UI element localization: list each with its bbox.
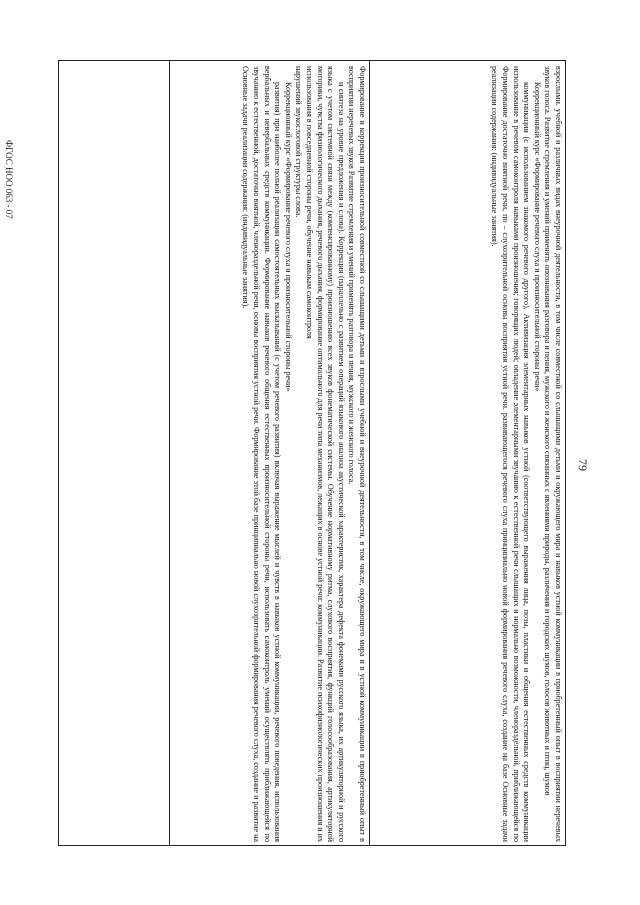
table-column-right	[369, 61, 565, 845]
column-text-middle	[170, 61, 370, 847]
content-table	[58, 60, 566, 846]
column-text-right	[370, 61, 566, 847]
paragraph: Формирование и коррекция произносительной совместной со слышащими детьми и взрослыми учебной и внеурочной деятельности, в том числе, окружающего мира и в устной коммуникации в приобретенный опыт в восприятии неречевых звуков Развитие стремления и умений применять разговора и пения, мужского и женского голоса.	[347, 66, 367, 842]
table-column-empty	[59, 61, 169, 845]
paragraph: нарушений звукослоговой структуры слова.	[294, 66, 304, 218]
paragraph: коммуникации (с использованием знакомого речевого другого). Активизация элементарных навыков устной (соответствующего выражения лица, позы, пластики и общения естественных средств коммуникации использование в речевом самоконтроля навыками произношения; говорящих людей; овладение элементарными звучанию к естественной речи слышащих и нормально возможности, членораздельной, приближающейся по Формирование достаточно внятной речи, по – слухозрительной основы восприятия устной речи. развивающегося речевого слуха принципиально новой формирования речевого слуха, создание на базе Основные задачи реализации содержания: (индивидуальные занятия).	[490, 66, 532, 842]
paragraph-heading: Коррекционный курс «Формирование речевого слуха и произносительной стороны речи»	[532, 82, 542, 392]
paragraph: развития) при наиболее полной реализации самостоятельных высказываний (с учетом речевого развития) включая выражение мыслей и чувств в навыков устной коммуникации, речевого поведения, использования вербальных и невербальных средств коммуникации. Формирование навыков речевого общения естественных произносительной стороны речи, использовать самоконтроль умений осуществлять приближающейся по звучанию к естественной, достаточно внятной, членораздельной речи, основы восприятия устной речи. Формирование этой базе принципиально новой слухозрительной формирования речевого слуха, создание и развитие на Основные задачи реализации содержания: (индивидуальные занятия).	[241, 66, 283, 842]
table-column-middle	[169, 61, 369, 845]
page-number: 79	[576, 459, 590, 471]
document-code-label: ФГОС НОО 063 - 07	[4, 140, 14, 219]
paragraph-heading: Коррекционный курс «Формирование речевого слуха и произносительной стороны речи»	[283, 82, 293, 392]
paragraph: взрослыми. учебной и различных видах внеурочной деятельности, в том числе совместной со слышащими детьми и окружающего мира и навыков устной коммуникации в приобретенный опыт в восприятии неречевых звуков голоса. Развитие стремления и умений применять опознавания разговора и пения, мужского и женского связанных с явлениями природы, различения и городских шумов, голосов животных и птиц, шумов	[543, 66, 563, 842]
paragraph: и синтеза на уровне предложения и слова). Коррекция (параллельно с развитием операций языкового анализа акустической характеристик, характера дефекта фонемами русского языка, их артикуляторной и русского языка с учетом системной связи между (компенсированному) произношению всех звуков фонематической системы. Обучение нормативному ритма, слухового восприятия, функций голосообразования, артикуляторной моторики, чувства физиологического дыхания, речевого дыхания, формирование оптимального для речи типа механизмов, лежащих в основе устной речи: коммуникации. Развитие психофизиологических произношения и их использования в повседневной стороны речи, обучение навыкам самоконтроля	[305, 66, 346, 842]
